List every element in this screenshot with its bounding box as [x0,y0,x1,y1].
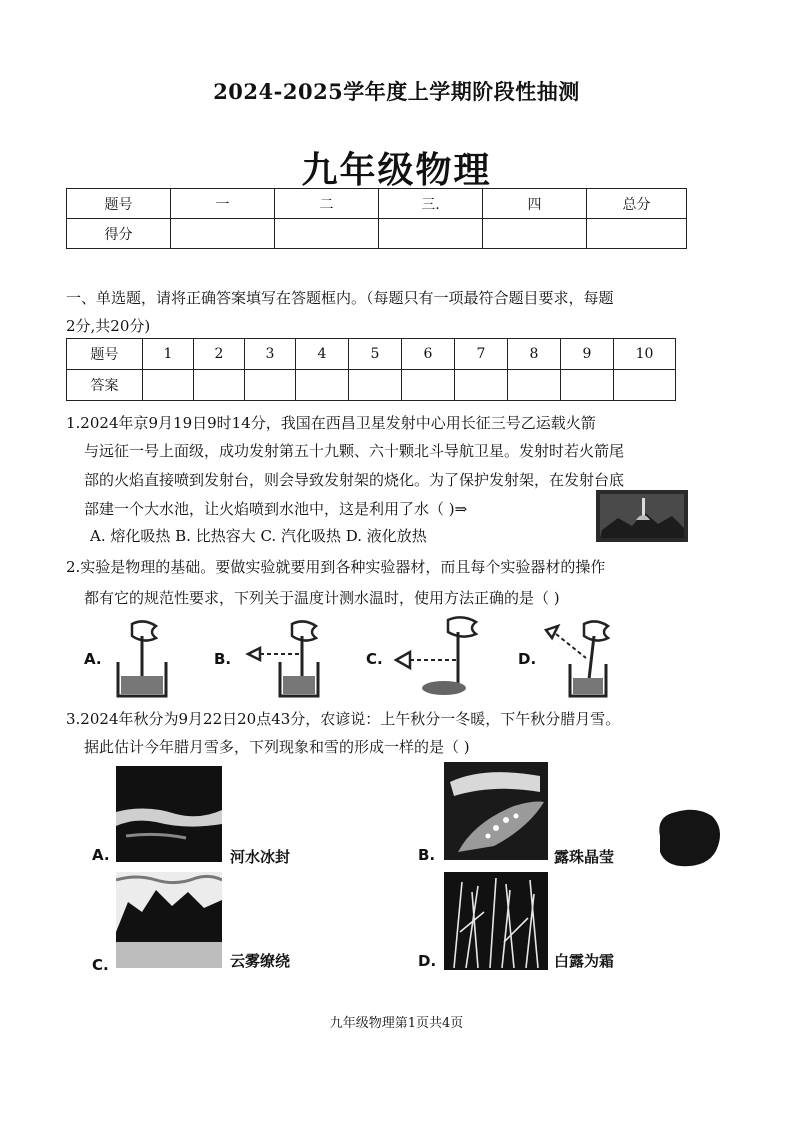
answer-input-cell[interactable] [614,370,676,401]
page-title: 九年级物理 [301,149,492,191]
image-caption: 云雾缭绕 [230,952,291,970]
score-input-cell[interactable] [587,219,687,249]
table-cell: 2 [194,339,245,370]
thermometer-beaker-figure-b [240,618,320,698]
thermometer-beaker-figure-a [112,618,172,698]
dewdrop-leaf-photo [444,762,548,860]
table-cell: 得分 [67,219,171,249]
answer-input-cell[interactable] [349,370,402,401]
image-caption: 白露为霜 [554,952,615,970]
table-row [67,370,676,401]
answer-input-cell[interactable] [143,370,194,401]
q1-line: 与远征一号上面级，成功发射第五十九颗、六十颗北斗导航卫星。发射时若火箭尾 [84,442,625,460]
table-cell: 9 [561,339,614,370]
table-cell: 总分 [587,189,687,219]
table-cell: 四 [483,189,587,219]
table-cell: 题号 [67,339,143,370]
ink-blot-mark [652,806,724,870]
score-input-cell[interactable] [379,219,483,249]
frozen-river-photo [116,766,222,862]
table-row [67,189,687,219]
table-cell: 10 [614,339,676,370]
option-label: D. [418,952,437,970]
table-cell: 6 [402,339,455,370]
image-caption: 河水冰封 [230,848,291,866]
table-cell: 8 [508,339,561,370]
table-cell: 7 [455,339,508,370]
table-cell: 题号 [67,189,171,219]
table-cell: 1 [143,339,194,370]
image-caption: 露珠晶莹 [554,848,615,866]
answer-input-cell[interactable] [508,370,561,401]
option-label: C. [366,650,383,668]
table-cell: 二 [275,189,379,219]
exam-subtitle: 2024-2025学年度上学期阶段性抽测 [213,79,580,104]
answer-input-cell[interactable] [402,370,455,401]
q1-line: 部建一个大水池，让火焰喷到水池中，这是利用了水（ )⇒ [84,500,468,518]
answer-input-cell[interactable] [455,370,508,401]
thermometer-beaker-figure-d [540,618,620,698]
table-cell: 一 [171,189,275,219]
answer-input-cell[interactable] [296,370,349,401]
option-label: A. [92,846,110,864]
table-cell: 5 [349,339,402,370]
q1-line: 1.2024年京9月19日9时14分，我国在西昌卫星发射中心用长征三号乙运载火箭 [66,414,596,432]
score-table [66,188,687,249]
score-input-cell[interactable] [275,219,379,249]
answer-input-cell[interactable] [245,370,296,401]
q2-line: 2.实验是物理的基础。要做实验就要用到各种实验器材，而且每个实验器材的操作 [66,558,606,576]
answer-table [66,338,676,401]
table-cell: 答案 [67,370,143,401]
table-cell: 三. [379,189,483,219]
q1-line: 部的火焰直接喷到发射台，则会导致发射架的烧化。为了保护发射架，在发射台底 [84,471,625,489]
rocket-launch-photo [596,490,688,542]
table-cell: 4 [296,339,349,370]
q1-options: A. 熔化吸热 B. 比热容大 C. 汽化吸热 D. 液化放热 [90,527,427,545]
thermometer-beaker-figure-c [392,614,492,698]
q3-line: 3.2024年秋分为9月22日20点43分，农谚说：上午秋分一冬暖，下午秋分腊月雪。 [66,710,621,728]
score-input-cell[interactable] [171,219,275,249]
option-label: D. [518,650,537,668]
option-label: A. [84,650,102,668]
frost-grass-photo [444,872,548,970]
q3-line: 据此估计今年腊月雪多，下列现象和雪的形成一样的是（ ) [84,738,470,756]
table-cell: 3 [245,339,296,370]
option-label: B. [418,846,436,864]
page-footer: 九年级物理第1页共4页 [329,1016,464,1031]
q2-line: 都有它的规范性要求，下列关于温度计测水温时，使用方法正确的是（ ) [84,589,560,607]
table-row [67,219,687,249]
section-heading: 一、单选题，请将正确答案填写在答题框内。（每题只有一项最符合题目要求，每题 [66,289,614,307]
answer-input-cell[interactable] [194,370,245,401]
cloud-mountain-photo [116,872,222,968]
option-label: C. [92,956,109,974]
score-input-cell[interactable] [483,219,587,249]
answer-input-cell[interactable] [561,370,614,401]
option-label: B. [214,650,232,668]
table-row [67,339,676,370]
section-heading-cont: 2分,共20分) [66,317,151,335]
